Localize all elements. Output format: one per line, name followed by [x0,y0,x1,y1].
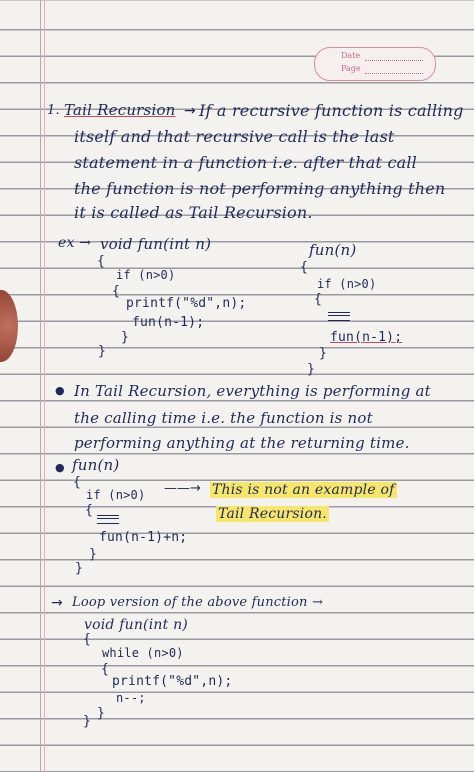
date-page-box [314,47,436,81]
section-title: Tail Recursion [64,101,176,119]
left-code-if: if (n>0) [116,268,176,282]
page-line [365,73,423,74]
note-line-3: performing anything at the returning time. [74,434,410,452]
margin-line [40,0,41,772]
left-brace-close-1: } [98,344,106,359]
right-code-if: if (n>0) [317,277,377,291]
section-arrow: → [184,103,196,119]
comment-line-2: Tail Recursion. [218,506,327,522]
comment-line-1: This is not an example of [212,482,395,498]
loop-brace-close-1: } [83,714,91,729]
note-line-1: In Tail Recursion, everything is performing at [74,382,431,400]
date-label: Date [341,51,361,60]
right-brace-open-1: { [300,260,308,275]
example2-brace-close-2: } [89,547,97,562]
left-code-signature: void fun(int n) [100,235,212,253]
loop-brace-open-1: { [83,632,91,647]
loop-arrow: → [51,595,63,611]
loop-heading: Loop version of the above function → [72,595,324,610]
right-brace-close-2: } [319,346,327,361]
loop-brace-open-2: { [101,662,109,677]
example2-brace-close-1: } [75,561,83,576]
loop-decrement: n--; [116,691,146,705]
loop-brace-close-2: } [97,706,105,721]
definition-line-5: it is called as Tail Recursion. [74,203,313,222]
example2-brace-open-1: { [73,475,81,490]
example2-if: if (n>0) [86,488,146,502]
loop-signature: void fun(int n) [84,617,188,633]
loop-while: while (n>0) [102,646,184,660]
margin-line-inner [44,0,45,772]
right-code-call: fun(n-1); [330,330,403,345]
right-code-signature: fun(n) [309,241,357,259]
example2-arrow: ——→ [164,481,201,496]
example2-omitted-mark [97,515,119,524]
note-bullet: ● [55,384,65,397]
example2-signature: fun(n) [72,456,120,474]
note-line-2: the calling time i.e. the function is not [74,409,373,427]
date-line [365,60,423,61]
definition-line-2: itself and that recursive call is the last [74,127,395,146]
left-code-printf: printf("%d",n); [126,296,247,311]
example2-bullet: ● [55,461,65,474]
loop-printf: printf("%d",n); [112,674,233,689]
left-brace-open-2: { [112,284,120,299]
left-code-call: fun(n-1); [132,315,205,330]
definition-line-4: the function is not performing anything then [74,179,446,198]
definition-line-1: If a recursive function is calling [199,101,464,120]
left-brace-close-2: } [121,330,129,345]
example2-brace-open-2: { [85,503,93,518]
example2-call: fun(n-1)+n; [99,530,188,545]
section-number: 1. [47,103,60,118]
left-brace-open-1: { [97,254,105,269]
example-label: ex → [58,235,92,251]
definition-line-3: statement in a function i.e. after that call [74,153,417,172]
page-label: Page [341,64,361,73]
right-brace-close-1: } [307,362,315,377]
right-brace-open-2: { [314,292,322,307]
omitted-code-mark [328,312,350,321]
